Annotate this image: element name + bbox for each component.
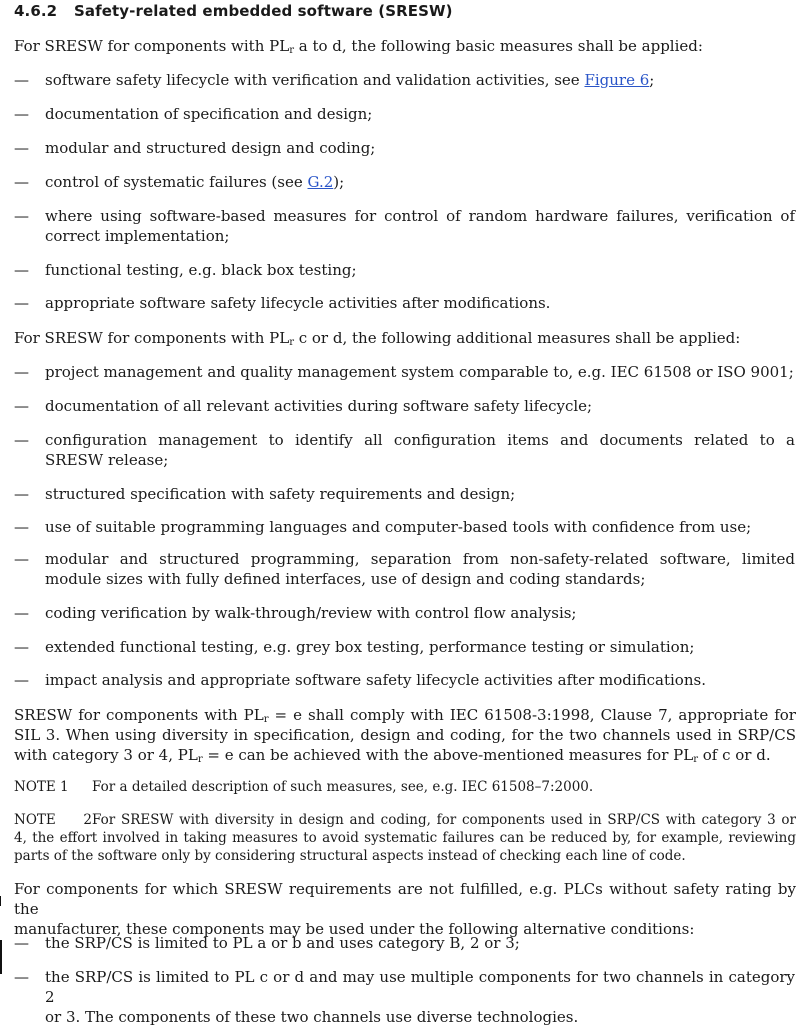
- list-dash: —: [14, 604, 29, 622]
- intro-additional-paragraph: For SRESW for components with $PL_r$ c or d, the following additional measures shall be applied:: [14, 329, 741, 348]
- list-item-text: documentation of all relevant activities during software safety lifecycle;: [45, 397, 593, 415]
- note-label: NOTE 1: [14, 779, 69, 795]
- list-dash: —: [14, 173, 29, 191]
- note-label: NOTE 2: [14, 812, 92, 828]
- list-dash: —: [14, 363, 29, 381]
- list-dash: —: [14, 671, 29, 689]
- list-item-text: use of suitable programming languages and computer-based tools with confidence from use;: [45, 518, 752, 536]
- list-dash: —: [14, 934, 29, 952]
- list-item-text: documentation of specification and design;: [45, 105, 373, 123]
- list-dash: —: [14, 638, 29, 656]
- section-title: Safety-related embedded software (SRESW): [74, 2, 453, 20]
- list-item-text: software safety lifecycle with verification and validation activities, see Figure 6;: [45, 71, 655, 89]
- note-1: [14, 778, 796, 796]
- list-item-text: where using software-based measures for control of random hardware failures, verification of correct implementation;: [45, 207, 795, 245]
- list-dash: —: [14, 550, 29, 568]
- list-item-text: structured specification with safety requirements and design;: [45, 485, 516, 503]
- note-2: NOTE 2For SRESW with diversity in design and coding, for components used in SRP/CS with category 3 or 4, the effort involved in taking measures to avoid systematic failures can be reduced by, for example, reviewing parts of the software only by considering structural aspects instead of checking each line of code.: [14, 812, 796, 864]
- list-item-text: the SRP/CS is limited to PL c or d and may use multiple components for two channels in category 2 or 3. The components of these two channels use diverse technologies.: [45, 968, 795, 1026]
- section-number: 4.6.2: [14, 2, 58, 20]
- list-dash: —: [14, 518, 29, 536]
- list-item-text: configuration management to identify all configuration items and documents related to a SRESW release;: [45, 431, 795, 469]
- list-dash: —: [14, 139, 29, 157]
- note-text: For a detailed description of such measures, see, e.g. IEC 61508–7:2000.: [92, 779, 594, 795]
- list-dash: —: [14, 968, 29, 986]
- list-dash: —: [14, 261, 29, 279]
- change-bar: [0, 940, 2, 974]
- list-dash: —: [14, 431, 29, 449]
- list-item-text: modular and structured programming, separation from non-safety-related software, limited module sizes with fully defined interfaces, use of design and coding standards;: [45, 550, 795, 588]
- margin-tick: [0, 896, 1, 906]
- list-dash: —: [14, 71, 29, 89]
- list-item-text: modular and structured design and coding;: [45, 139, 376, 157]
- list-item-text: the SRP/CS is limited to PL a or b and uses category B, 2 or 3;: [45, 934, 520, 952]
- list-item-text: coding verification by walk-through/review with control flow analysis;: [45, 604, 577, 622]
- list-dash: —: [14, 294, 29, 312]
- list-item-text: impact analysis and appropriate software safety lifecycle activities after modifications.: [45, 671, 706, 689]
- list-dash: —: [14, 207, 29, 225]
- list-dash: —: [14, 105, 29, 123]
- alternative-conditions-paragraph: For components for which SRESW requirements are not fulfilled, e.g. PLCs without safety rating by the manufacturer, these components may be used under the following alternative conditions:: [14, 880, 796, 938]
- intro-basic-paragraph: For SRESW for components with $PL_r$ a to d, the following basic measures shall be applied:: [14, 37, 703, 56]
- list-item-text: functional testing, e.g. black box testing;: [45, 261, 357, 279]
- sresw-requirement-paragraph: SRESW for components with $PL_r = e$ shall comply with IEC 61508-3:1998, Clause 7, appropriate for SIL 3. When using diversity in specification, design and coding, for the two channels used in SRP/CS with category 3 or 4, $PL_r = e$ can be achieved with the above-mentioned measures for $PL_r$ of c or d.: [14, 706, 796, 765]
- figure-6-link[interactable]: Figure 6: [584, 71, 650, 89]
- list-item-text: extended functional testing, e.g. grey box testing, performance testing or simulation;: [45, 638, 695, 656]
- g2-link[interactable]: G.2: [307, 173, 334, 191]
- list-dash: —: [14, 397, 29, 415]
- list-item-text: appropriate software safety lifecycle activities after modifications.: [45, 294, 551, 312]
- list-item-text: control of systematic failures (see G.2);: [45, 173, 345, 191]
- list-dash: —: [14, 485, 29, 503]
- list-item-text: project management and quality management system comparable to, e.g. IEC 61508 or ISO 9001;: [45, 363, 794, 381]
- section-heading: [14, 2, 453, 20]
